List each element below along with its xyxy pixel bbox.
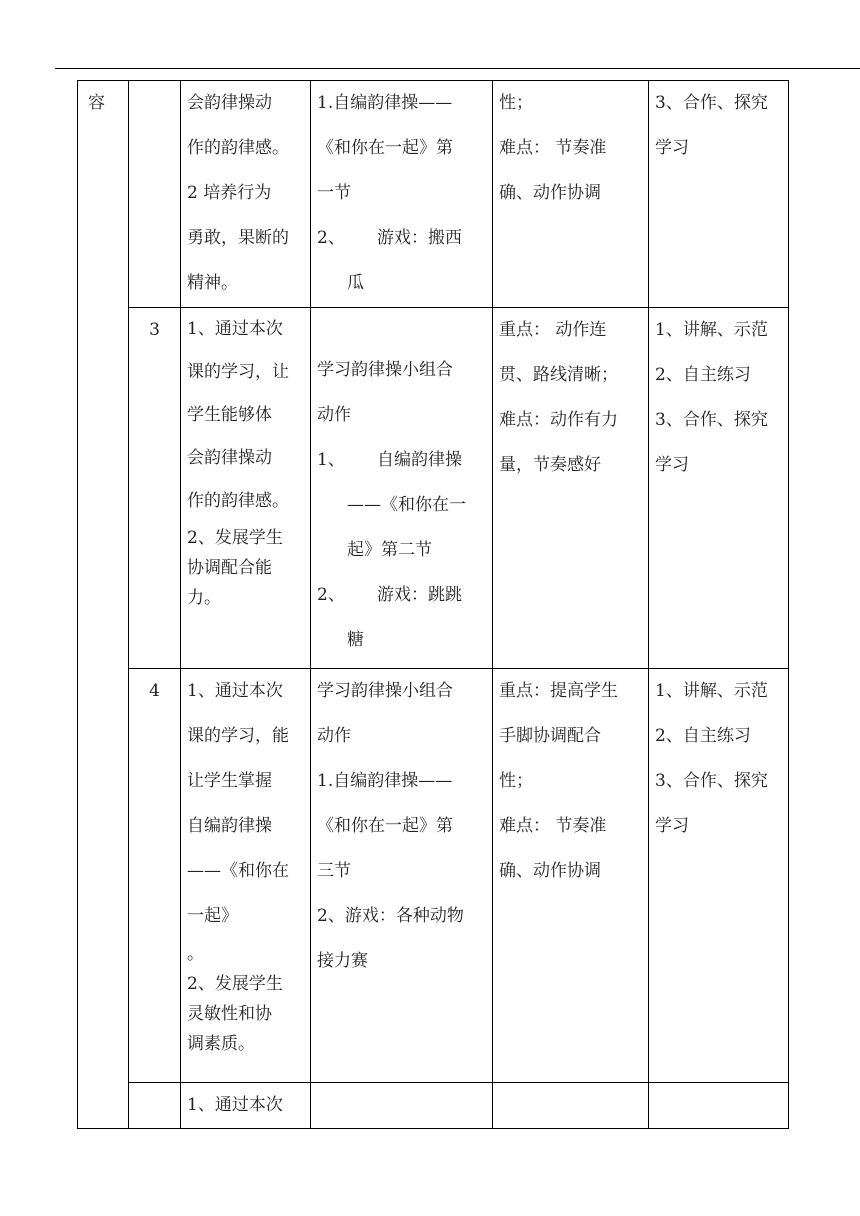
table-row	[78, 669, 789, 1083]
content-line: 接力赛	[317, 951, 368, 971]
goal-line: 课的学习，让	[187, 362, 289, 382]
goal-line: 自编韵律操	[187, 816, 272, 836]
item-number: 1、	[317, 450, 345, 470]
goal-line: 。	[187, 944, 204, 964]
goal-line: 力。	[187, 588, 221, 608]
goal-line: ——《和你在	[187, 861, 289, 881]
method-line: 3、合作、探究	[655, 93, 768, 113]
item-number: 2、	[317, 906, 345, 926]
content-line: 糖	[347, 630, 364, 650]
lesson-number-cell	[129, 81, 181, 308]
goal-line: 课的学习，能	[187, 726, 289, 746]
content-line	[317, 894, 486, 939]
goal-line: 调素质。	[187, 1034, 255, 1054]
key-line: 量，节奏感好	[499, 455, 601, 475]
method-line: 2、自主练习	[655, 726, 751, 746]
content-line: 瓜	[347, 273, 364, 293]
item-text: 自编韵律操——	[333, 93, 453, 113]
key-line: 重点： 动作连	[499, 320, 607, 340]
content-line	[317, 573, 486, 618]
content-cell	[311, 1083, 493, 1129]
method-line: 1、讲解、示范	[655, 681, 768, 701]
key-line: 性；	[499, 93, 533, 113]
content-cell	[311, 669, 493, 1083]
goal-line: 协调配合能	[187, 558, 272, 578]
goal-line: 勇敢，果断的	[187, 228, 289, 248]
method-cell	[649, 308, 789, 669]
goal-cell	[181, 1083, 311, 1129]
content-line: ——《和你在一	[347, 495, 466, 515]
key-line: 确、动作协调	[499, 183, 601, 203]
content-line: 学习韵律操小组合	[317, 360, 453, 380]
goal-line: 精神。	[187, 273, 238, 293]
method-cell	[649, 669, 789, 1083]
content-line	[317, 759, 486, 804]
item-number: 2、	[317, 585, 345, 605]
goal-line: 作的韵律感。	[187, 138, 289, 158]
key-points-cell	[493, 669, 649, 1083]
key-line: 手脚协调配合	[499, 726, 601, 746]
method-line: 学习	[655, 138, 689, 158]
method-line: 2、自主练习	[655, 365, 751, 385]
table-row	[78, 308, 789, 669]
content-line: 三节	[317, 861, 351, 881]
goal-line: 会韵律操动	[187, 93, 272, 113]
method-line: 3、合作、探究	[655, 410, 768, 430]
content-line	[317, 438, 486, 483]
table-row	[78, 81, 789, 308]
header-rule	[55, 68, 860, 69]
goal-line: 作的韵律感。	[187, 491, 289, 511]
goal-line: 会韵律操动	[187, 448, 272, 468]
goal-cell	[181, 669, 311, 1083]
content-cell	[311, 308, 493, 669]
goal-line: 1、通过本次	[187, 319, 283, 339]
header-char: 容	[88, 93, 105, 113]
item-number: 1.	[317, 93, 334, 113]
item-text: 游戏：跳跳	[377, 585, 462, 605]
lesson-plan-table	[77, 80, 789, 1129]
column-header-cell	[78, 81, 129, 1129]
method-line: 学习	[655, 455, 689, 475]
content-line: 《和你在一起》第	[317, 816, 453, 836]
content-cell	[311, 81, 493, 308]
content-line: 学习韵律操小组合	[317, 681, 453, 701]
lesson-number: 4	[149, 681, 160, 701]
key-line: 贯、路线清晰；	[499, 365, 618, 385]
content-line	[317, 216, 486, 261]
lesson-number-cell	[129, 1083, 181, 1129]
item-text: 游戏：各种动物	[344, 906, 464, 926]
key-line: 性；	[499, 771, 533, 791]
key-points-cell	[493, 81, 649, 308]
method-line: 学习	[655, 816, 689, 836]
key-line: 难点：动作有力	[499, 410, 618, 430]
content-line	[317, 81, 486, 126]
key-points-cell	[493, 1083, 649, 1129]
lesson-number: 3	[149, 320, 160, 340]
content-line: 《和你在一起》第	[317, 138, 453, 158]
table-row	[78, 1083, 789, 1129]
item-text: 游戏：搬西	[377, 228, 462, 248]
goal-cell	[181, 308, 311, 669]
content-line: 动作	[317, 405, 351, 425]
goal-line: 学生能够体	[187, 405, 272, 425]
key-points-cell	[493, 308, 649, 669]
item-number: 2、	[317, 228, 345, 248]
content-line: 起》第二节	[347, 540, 432, 560]
key-line: 确、动作协调	[499, 861, 601, 881]
item-text: 自编韵律操——	[333, 771, 453, 791]
goal-line: 2 培养行为	[187, 183, 272, 203]
key-line: 重点：提高学生	[499, 681, 618, 701]
item-text: 自编韵律操	[377, 450, 462, 470]
lesson-number-cell	[129, 669, 181, 1083]
goal-line: 1、通过本次	[187, 681, 283, 701]
content-line: 一节	[317, 183, 351, 203]
goal-line: 1、通过本次	[187, 1095, 283, 1115]
method-line: 3、合作、探究	[655, 771, 768, 791]
goal-line: 2、发展学生	[187, 528, 283, 548]
lesson-number-cell	[129, 308, 181, 669]
key-line: 难点： 节奏准	[499, 816, 607, 836]
key-line: 难点： 节奏准	[499, 138, 607, 158]
goal-line: 2、发展学生	[187, 974, 283, 994]
method-line: 1、讲解、示范	[655, 320, 768, 340]
method-cell	[649, 1083, 789, 1129]
goal-cell	[181, 81, 311, 308]
content-line: 动作	[317, 726, 351, 746]
goal-line: 灵敏性和协	[187, 1004, 272, 1024]
goal-line: 让学生掌握	[187, 771, 272, 791]
method-cell	[649, 81, 789, 308]
item-number: 1.	[317, 771, 334, 791]
goal-line: 一起》	[187, 906, 238, 926]
